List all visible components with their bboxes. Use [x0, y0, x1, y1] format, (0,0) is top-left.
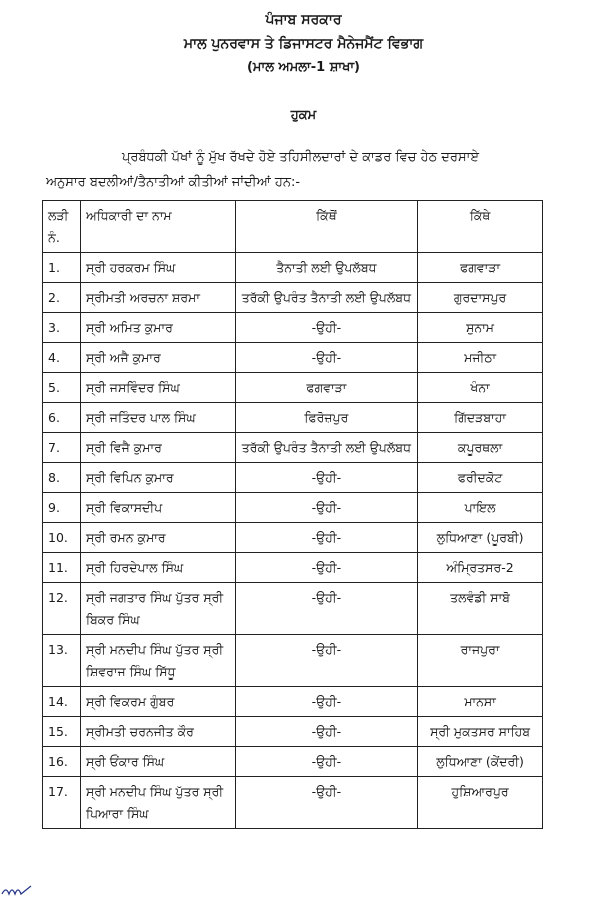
cell-to: ਅੰਮ੍ਰਿਤਸਰ-2: [418, 553, 543, 583]
cell-serial-no: 4.: [43, 343, 81, 373]
cell-serial-no: 6.: [43, 403, 81, 433]
cell-from: ਫਗਵਾੜਾ: [235, 373, 418, 403]
header-to: ਕਿੱਥੇ: [418, 201, 543, 253]
cell-to: ਪਾਇਲ: [418, 493, 543, 523]
cell-officer-name: ਸ੍ਰੀ ਮਨਦੀਪ ਸਿੰਘ ਪੁੱਤਰ ਸ੍ਰੀ ਸ਼ਿਵਰਾਜ ਸਿੰਘ ਸਿੱਧੂ: [80, 635, 235, 687]
table-row: [43, 583, 543, 635]
table-header-row: [43, 201, 543, 253]
transfer-table: [42, 200, 543, 829]
cell-serial-no: 15.: [43, 717, 81, 747]
cell-officer-name: ਸ੍ਰੀਮਤੀ ਅਰਚਨਾ ਸ਼ਰਮਾ: [80, 283, 235, 313]
cell-serial-no: 3.: [43, 313, 81, 343]
table-row: [43, 433, 543, 463]
header-from: ਕਿੱਥੋਂ: [235, 201, 418, 253]
table-row: [43, 463, 543, 493]
cell-officer-name: ਸ੍ਰੀ ਵਿਕਰਮ ਗੁੰਬਰ: [80, 687, 235, 717]
cell-serial-no: 1.: [43, 253, 81, 283]
cell-from: ਤਰੱਕੀ ਉਪਰੰਤ ਤੈਨਾਤੀ ਲਈ ਉਪਲੱਬਧ: [235, 283, 418, 313]
cell-serial-no: 16.: [43, 747, 81, 777]
cell-officer-name: ਸ੍ਰੀਮਤੀ ਚਰਨਜੀਤ ਕੌਰ: [80, 717, 235, 747]
order-text-line-2: ਅਨੁਸਾਰ ਬਦਲੀਆਂ/ਤੈਨਾਤੀਆਂ ਕੀਤੀਆਂ ਜਾਂਦੀਆਂ ਹਨ:-: [46, 175, 301, 190]
cell-from: -ਉਹੀ-: [235, 463, 418, 493]
cell-to: ਖੰਨਾ: [418, 373, 543, 403]
cell-to: ਸ੍ਰੀ ਮੁਕਤਸਰ ਸਾਹਿਬ: [418, 717, 543, 747]
cell-officer-name: ਸ੍ਰੀ ਰਮਨ ਕੁਮਾਰ: [80, 523, 235, 553]
order-title: ਹੁਕਮ: [290, 108, 317, 123]
cell-to: ਲੁਧਿਆਣਾ (ਕੇਂਦਰੀ): [418, 747, 543, 777]
department-heading: ਮਾਲ ਪੁਨਰਵਾਸ ਤੇ ਡਿਜਾਸਟਰ ਮੈਨੇਜਮੈਂਟ ਵਿਭਾਗ: [183, 36, 424, 52]
cell-from: -ਉਹੀ-: [235, 687, 418, 717]
cell-officer-name: ਸ੍ਰੀ ਜਸਵਿੰਦਰ ਸਿੰਘ: [80, 373, 235, 403]
cell-officer-name: ਸ੍ਰੀ ਅਜੈ ਕੁਮਾਰ: [80, 343, 235, 373]
cell-from: -ਉਹੀ-: [235, 583, 418, 635]
cell-to: ਗੁਰਦਾਸਪੁਰ: [418, 283, 543, 313]
table-row: [43, 493, 543, 523]
cell-officer-name: ਸ੍ਰੀ ਓਂਕਾਰ ਸਿੰਘ: [80, 747, 235, 777]
header-officer-name: ਅਧਿਕਾਰੀ ਦਾ ਨਾਮ: [80, 201, 235, 253]
cell-from: -ਉਹੀ-: [235, 493, 418, 523]
cell-to: ਹੁਸ਼ਿਆਰਪੁਰ: [418, 777, 543, 829]
table-row: [43, 283, 543, 313]
cell-officer-name: ਸ੍ਰੀ ਵਿਪਿਨ ਕੁਮਾਰ: [80, 463, 235, 493]
table-row: [43, 253, 543, 283]
cell-from: -ਉਹੀ-: [235, 777, 418, 829]
cell-from: -ਉਹੀ-: [235, 523, 418, 553]
cell-serial-no: 7.: [43, 433, 81, 463]
table-row: [43, 777, 543, 829]
table-row: [43, 523, 543, 553]
cell-serial-no: 11.: [43, 553, 81, 583]
cell-serial-no: 17.: [43, 777, 81, 829]
table-row: [43, 403, 543, 433]
cell-from: ਤਰੱਕੀ ਉਪਰੰਤ ਤੈਨਾਤੀ ਲਈ ਉਪਲੱਬਧ: [235, 433, 418, 463]
table-row: [43, 553, 543, 583]
cell-to: ਮਜੀਠਾ: [418, 343, 543, 373]
cell-to: ਤਲਵੰਡੀ ਸਾਬੋ: [418, 583, 543, 635]
cell-from: ਤੈਨਾਤੀ ਲਈ ਉਪਲੱਬਧ: [235, 253, 418, 283]
branch-heading: (ਮਾਲ ਅਮਲਾ-1 ਸ਼ਾਖਾ): [246, 60, 360, 75]
table-row: [43, 747, 543, 777]
cell-officer-name: ਸ੍ਰੀ ਅਮਿਤ ਕੁਮਾਰ: [80, 313, 235, 343]
table-row: [43, 635, 543, 687]
cell-to: ਫਗਵਾੜਾ: [418, 253, 543, 283]
table-row: [43, 717, 543, 747]
cell-to: ਕਪੂਰਥਲਾ: [418, 433, 543, 463]
cell-from: -ਉਹੀ-: [235, 343, 418, 373]
table-row: [43, 343, 543, 373]
cell-from: -ਉਹੀ-: [235, 313, 418, 343]
cell-serial-no: 14.: [43, 687, 81, 717]
cell-officer-name: ਸ੍ਰੀ ਜਤਿੰਦਰ ਪਾਲ ਸਿੰਘ: [80, 403, 235, 433]
cell-to: ਸੁਨਾਮ: [418, 313, 543, 343]
cell-serial-no: 8.: [43, 463, 81, 493]
cell-officer-name: ਸ੍ਰੀ ਹਿਰਦੇਪਾਲ ਸਿੰਘ: [80, 553, 235, 583]
cell-serial-no: 9.: [43, 493, 81, 523]
table-row: [43, 687, 543, 717]
cell-from: -ਉਹੀ-: [235, 553, 418, 583]
cell-officer-name: ਸ੍ਰੀ ਵਿਕਾਸਦੀਪ: [80, 493, 235, 523]
cell-serial-no: 2.: [43, 283, 81, 313]
cell-to: ਲੁਧਿਆਣਾ (ਪੂਰਬੀ): [418, 523, 543, 553]
cell-from: -ਉਹੀ-: [235, 717, 418, 747]
cell-to: ਗਿੱਦੜਬਾਹਾ: [418, 403, 543, 433]
cell-serial-no: 12.: [43, 583, 81, 635]
government-heading: ਪੰਜਾਬ ਸਰਕਾਰ: [265, 12, 342, 28]
table-row: [43, 313, 543, 343]
table-row: [43, 373, 543, 403]
cell-serial-no: 5.: [43, 373, 81, 403]
cell-to: ਮਾਨਸਾ: [418, 687, 543, 717]
table-body: [43, 253, 543, 829]
header-serial-no: ਲੜੀ ਨੰ.: [43, 201, 81, 253]
order-text-line-1: ਪ੍ਰਬੰਧਕੀ ਪੱਖਾਂ ਨੂੰ ਮੁੱਖ ਰੱਖਦੇ ਹੋਏ ਤਹਿਸੀਲਦਾਰਾਂ ਦੇ ਕਾਡਰ ਵਿਚ ਹੇਠ ਦਰਸਾਏ: [122, 150, 479, 165]
cell-serial-no: 10.: [43, 523, 81, 553]
cell-to: ਰਾਜਪੁਰਾ: [418, 635, 543, 687]
cell-from: -ਉਹੀ-: [235, 747, 418, 777]
cell-from: ਫਿਰੋਜ਼ਪੁਰ: [235, 403, 418, 433]
signature-mark: [0, 880, 40, 900]
cell-officer-name: ਸ੍ਰੀ ਮਨਦੀਪ ਸਿੰਘ ਪੁੱਤਰ ਸ੍ਰੀ ਪਿਆਰਾ ਸਿੰਘ: [80, 777, 235, 829]
cell-officer-name: ਸ੍ਰੀ ਜਗਤਾਰ ਸਿੰਘ ਪੁੱਤਰ ਸ੍ਰੀ ਬਿਕਰ ਸਿੰਘ: [80, 583, 235, 635]
cell-officer-name: ਸ੍ਰੀ ਵਿਜੈ ਕੁਮਾਰ: [80, 433, 235, 463]
cell-officer-name: ਸ੍ਰੀ ਹਰਕਰਮ ਸਿੰਘ: [80, 253, 235, 283]
cell-serial-no: 13.: [43, 635, 81, 687]
cell-from: -ਉਹੀ-: [235, 635, 418, 687]
cell-to: ਫਰੀਦਕੋਟ: [418, 463, 543, 493]
